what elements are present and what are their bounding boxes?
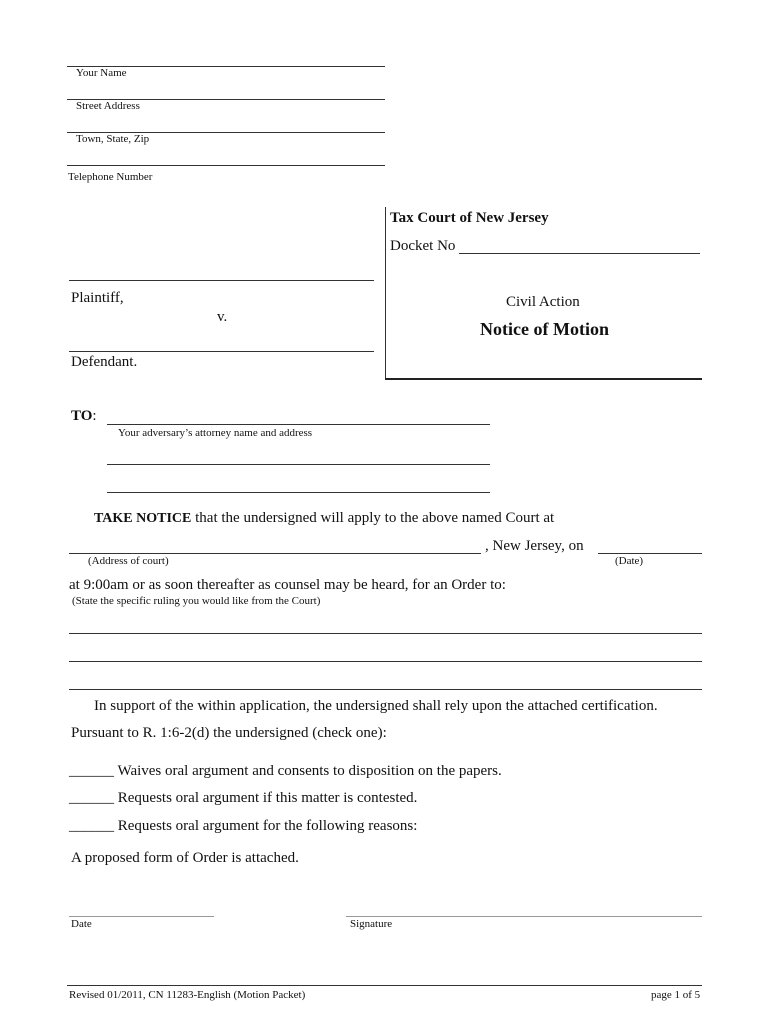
time-line: at 9:00am or as soon thereafter as counsel may be heard, for an Order to: [69,577,506,593]
ruling-label: (State the specific ruling you would like from the Court) [72,595,321,607]
pursuant-text: Pursuant to R. 1:6-2(d) the undersigned (check one): [71,725,387,741]
signature-label: Signature [350,918,393,930]
to-label [71,408,97,425]
take-notice-paragraph [94,510,554,527]
docket-number-field[interactable] [459,253,700,254]
caption-divider [385,207,386,378]
defendant-label: Defendant. [71,354,138,370]
street-address-label: Street Address [76,100,140,112]
option-requests-contested [69,790,417,807]
adversary-line-2[interactable] [107,464,490,465]
take-notice-text: that the undersigned will apply to the above named Court at [191,510,555,526]
option-requests-reasons-blank[interactable]: ______ [69,818,114,834]
footer-page-number: page 1 of 5 [651,989,701,1001]
court-address-field[interactable] [69,553,481,554]
new-jersey-on-label: , New Jersey, on [485,538,584,554]
defendant-name-line[interactable] [69,351,374,352]
plaintiff-label: Plaintiff, [71,290,124,306]
take-notice-label: TAKE NOTICE [94,511,192,526]
hearing-date-field[interactable] [598,553,702,554]
ruling-line-3[interactable] [69,689,702,690]
option-requests-contested-text: Requests oral argument if this matter is contested. [117,790,418,806]
versus-label: v. [217,309,228,325]
adversary-label: Your adversary’s attorney name and address [118,427,313,439]
proposed-order-text: A proposed form of Order is attached. [71,850,299,866]
option-requests-reasons-text: Requests oral argument for the following reasons: [117,818,418,834]
ruling-line-1[interactable] [69,633,702,634]
telephone-label: Telephone Number [68,171,153,183]
to-label-text: TO [71,408,93,424]
adversary-line-3[interactable] [107,492,490,493]
court-name: Tax Court of New Jersey [390,210,549,226]
option-waives [69,763,502,780]
telephone-line[interactable] [67,165,385,166]
option-waives-blank[interactable]: ______ [69,763,114,779]
town-state-zip-label: Town, State, Zip [76,133,150,145]
date-signature-line[interactable] [69,916,214,917]
footer-rule [67,985,702,986]
option-waives-text: Waives oral argument and consents to disposition on the papers. [117,763,502,779]
plaintiff-name-line[interactable] [69,280,374,281]
civil-action-label: Civil Action [506,294,580,310]
certification-text: In support of the within application, the undersigned shall rely upon the attached certification. [94,698,658,714]
footer-revision: Revised 01/2011, CN 11283-English (Motion Packet) [69,989,306,1001]
document-title: Notice of Motion [480,319,609,339]
signature-line[interactable] [346,916,702,917]
docket-label: Docket No [390,238,456,254]
ruling-line-2[interactable] [69,661,702,662]
option-requests-contested-blank[interactable]: ______ [69,790,114,806]
your-name-label: Your Name [76,67,127,79]
date-label: Date [71,918,92,930]
option-requests-reasons [69,818,417,835]
adversary-line-1[interactable] [107,424,490,425]
date-hint-label: (Date) [615,555,644,567]
to-colon: : [92,408,97,424]
caption-bottom-rule [385,378,702,380]
address-of-court-label: (Address of court) [88,555,169,567]
